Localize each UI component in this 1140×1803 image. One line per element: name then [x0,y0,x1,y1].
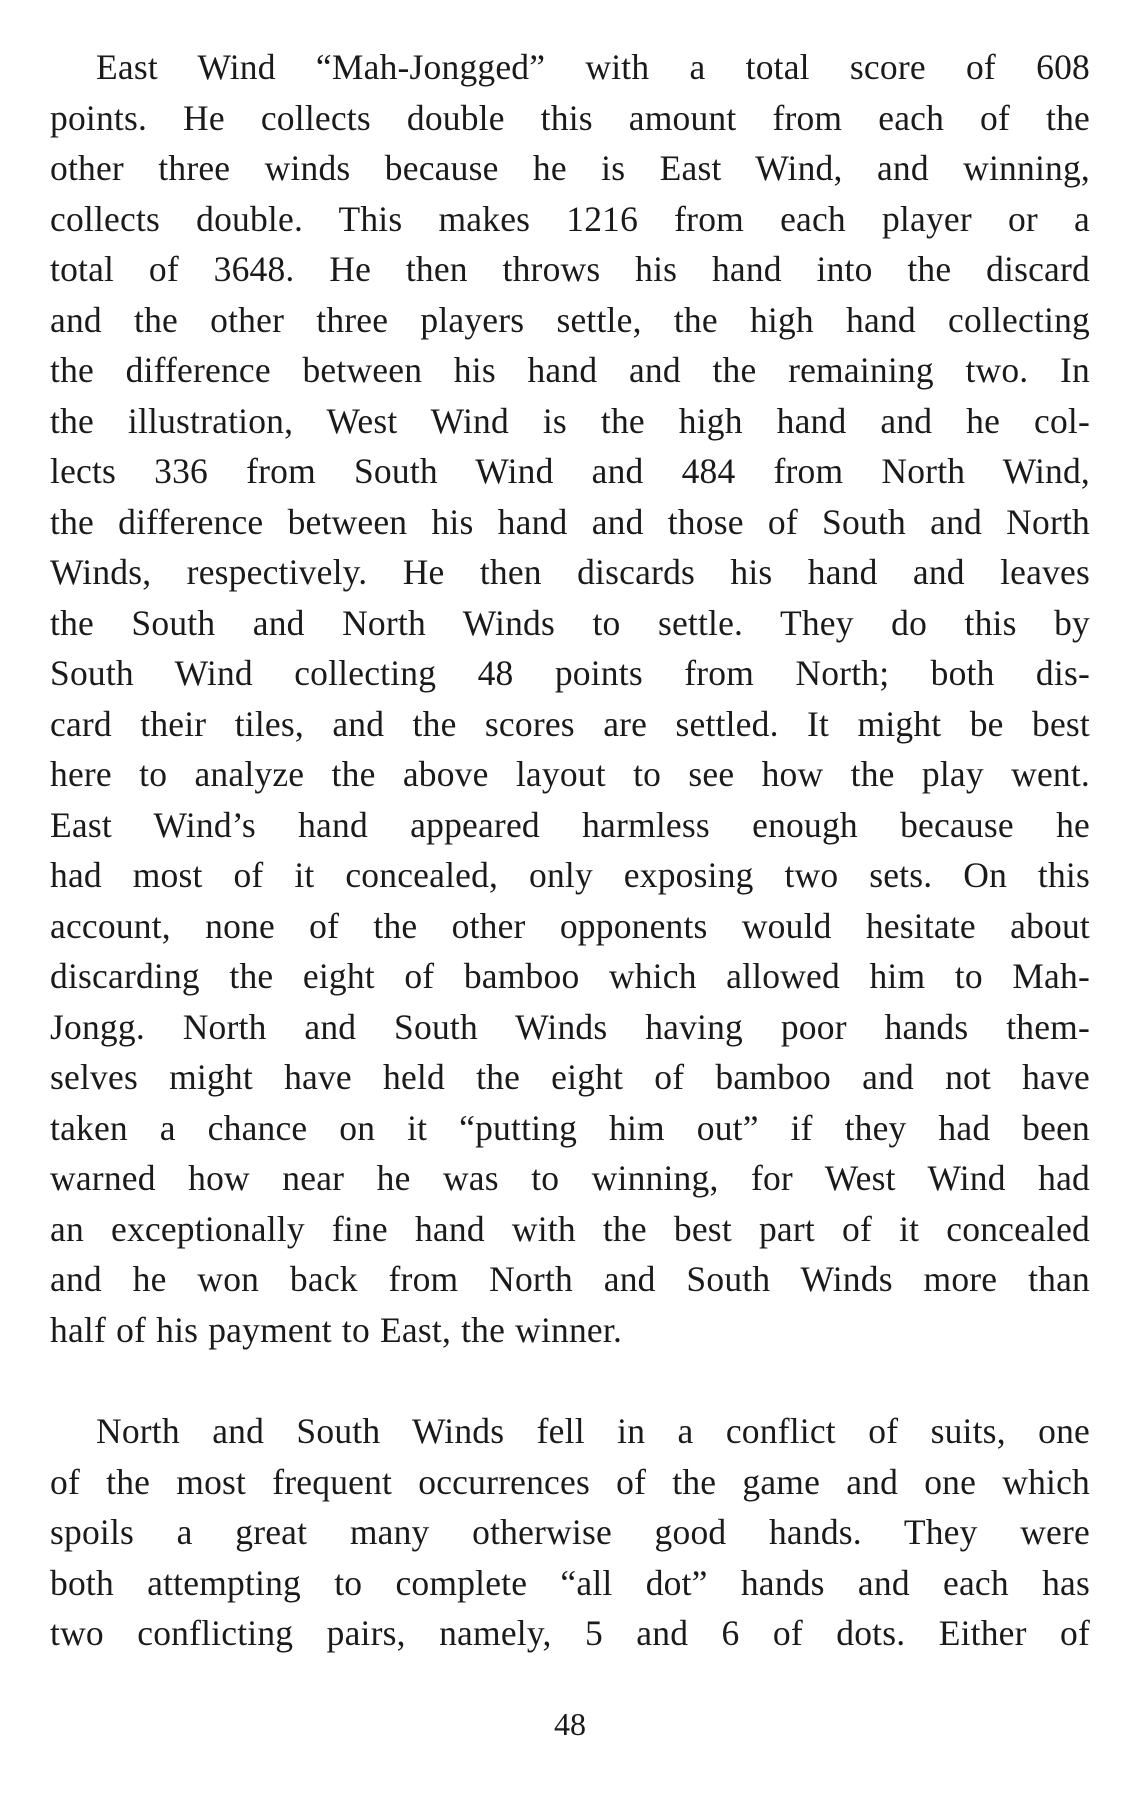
paragraph-conflict-of-suits [50,1406,1090,1659]
text-line: selves might have held the eight of bamboo and not have [50,1057,1090,1097]
text-line: account, none of the other opponents would hesitate about [50,905,1090,946]
text-line: the difference between his hand and those of South and North [50,501,1090,542]
paragraph-scoring-explanation [50,42,1090,1355]
text-line: and he won back from North and South Winds more than [50,1259,1090,1299]
text-line: card their tiles, and the scores are settled. It might be best [50,703,1090,744]
text-line: other three winds because he is East Wind, and winning, [50,148,1090,188]
text-line: here to analyze the above layout to see how the play went. [50,754,1090,794]
text-line: Winds, respectively. He then discards his hand and leaves [50,552,1090,592]
text-line: both attempting to complete “all dot” hands and each has [50,1562,1090,1603]
text-line: the illustration, West Wind is the high hand and he col- [50,400,1090,441]
text-line: East Wind’s hand appeared harmless enough because he [50,804,1090,845]
text-line: the difference between his hand and the remaining two. In [50,350,1090,390]
page-number: 48 [554,1706,586,1742]
text-line: of the most frequent occurrences of the game and one which [50,1461,1090,1502]
text-line: had most of it concealed, only exposing two sets. On this [50,855,1090,895]
text-line: spoils a great many otherwise good hands. They were [50,1512,1090,1552]
text-line: the South and North Winds to settle. They do this by [50,602,1090,643]
text-line: collects double. This makes 1216 from each player or a [50,198,1090,239]
text-line: discarding the eight of bamboo which allowed him to Mah- [50,956,1090,996]
text-line: warned how near he was to winning, for West Wind had [50,1158,1090,1198]
text-line: North and South Winds fell in a conflict of suits, one [96,1411,1090,1451]
text-line: taken a chance on it “putting him out” if they had been [50,1107,1090,1148]
text-line: and the other three players settle, the high hand collecting [50,299,1090,340]
text-line: South Wind collecting 48 points from North; both dis- [50,653,1090,693]
text-line: total of 3648. He then throws his hand into the discard [50,249,1090,289]
text-line: points. He collects double this amount from each of the [50,97,1090,138]
text-line: Jongg. North and South Winds having poor hands them- [50,1006,1090,1047]
text-line: East Wind “Mah-Jongged” with a total score of 608 [96,47,1090,87]
text-line: half of his payment to East, the winner. [50,1309,623,1350]
text-line: lects 336 from South Wind and 484 from North Wind, [50,451,1090,491]
text-line: two conflicting pairs, namely, 5 and 6 of dots. Either of [50,1613,1090,1653]
text-line: an exceptionally fine hand with the best part of it concealed [50,1208,1090,1249]
